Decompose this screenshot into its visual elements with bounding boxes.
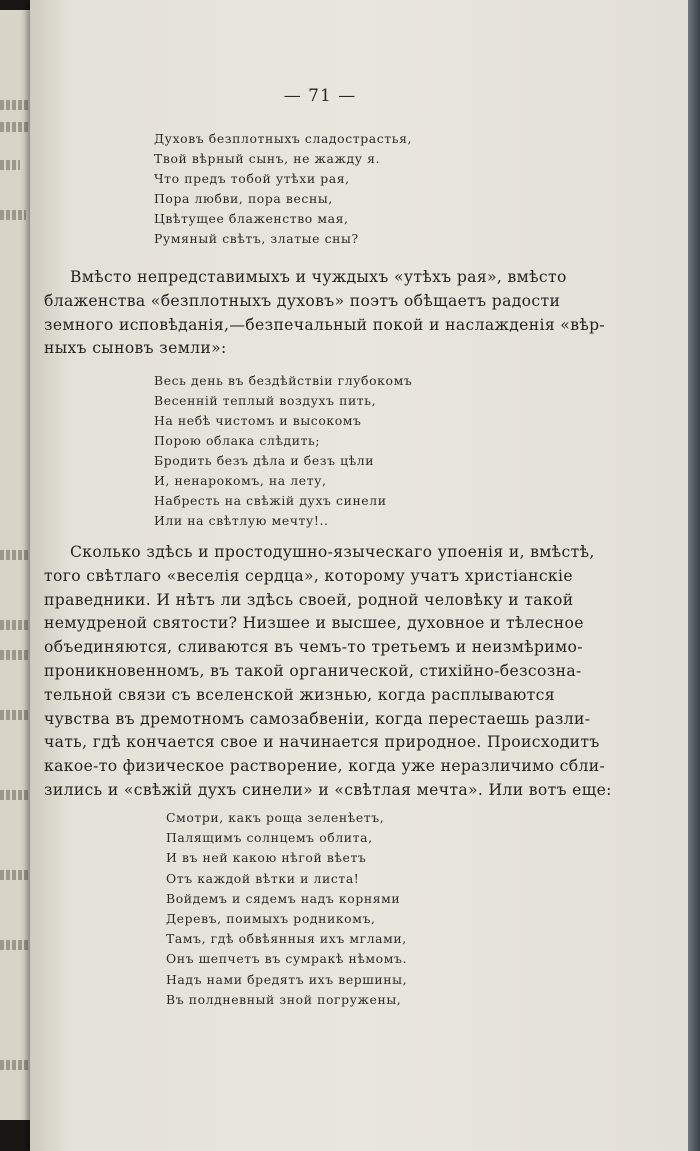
verse-line: Смотри, какъ роща зеленѣетъ, <box>166 810 385 825</box>
verse-line: Румяный свѣтъ, златые сны? <box>154 231 359 246</box>
left-page-text-fragment <box>0 790 34 800</box>
verse-line: Деревъ, поимыхъ родникомъ, <box>166 910 376 926</box>
text-line: чать, гдѣ кончается свое и начинается природное. Происходитъ <box>44 733 600 752</box>
verse-line: Онъ шепчетъ въ сумракѣ нѣмомъ. <box>166 951 407 967</box>
verse-line: Въ полдневный зной погружены, <box>166 991 402 1007</box>
verse-line: Бродить безъ дѣла и безъ цѣли <box>154 453 375 468</box>
paragraph <box>44 541 612 803</box>
verse-block <box>154 371 412 531</box>
verse-line: Отъ каждой вѣтки и листа! <box>166 870 360 886</box>
verse-line: Или на свѣтлую мечту!.. <box>154 513 329 528</box>
text-line: земного исповѣданія,—безпечальный покой и наслажденія «вѣр- <box>44 315 606 334</box>
verse-line: Пора любви, пора весны, <box>154 191 333 206</box>
text-line: объединяются, сливаются въ чемъ-то третьемъ и неизмѣримо- <box>44 638 583 657</box>
text-line: праведники. И нѣтъ ли здѣсь своей, родной человѣку и такой <box>44 590 574 609</box>
verse-line: Войдемъ и сядемъ надъ корнями <box>166 890 401 906</box>
text-line: блаженства «безплотныхъ духовъ» поэтъ обѣщаетъ радости <box>44 291 561 310</box>
verse-line: Надъ нами бредятъ ихъ вершины, <box>166 971 408 987</box>
text-line: чувства въ дремотномъ самозабвеніи, когда перестаешь разли- <box>44 709 591 728</box>
left-page-text-fragment <box>0 650 28 660</box>
book-cover-edge <box>688 0 700 1151</box>
text-line: ныхъ сыновъ земли»: <box>44 339 227 358</box>
text-line: какое-то физическое растворение, когда уже неразличимо сбли- <box>44 757 606 776</box>
text-line: того свѣтлаго «веселія сердца», которому учатъ христіанскіе <box>44 566 573 585</box>
verse-line: На небѣ чистомъ и высокомъ <box>154 413 362 428</box>
verse-line: Весенній теплый воздухъ пить, <box>154 393 377 408</box>
verse-line: И, ненарокомъ, на лету, <box>154 473 327 488</box>
verse-line: Набресть на свѣжій духъ синели <box>154 493 387 508</box>
text-line: немудреной святости? Низшее и высшее, духовное и тѣлесное <box>44 614 584 633</box>
verse-line: Цвѣтущее блаженство мая, <box>154 211 349 226</box>
left-page-text-fragment <box>0 100 30 110</box>
verse-line: И въ ней какою нѣгой вѣетъ <box>166 850 367 866</box>
left-page-text-fragment <box>0 940 30 950</box>
verse-line: Духовъ безплотныхъ сладострастья, <box>154 131 413 146</box>
paragraph <box>44 266 604 361</box>
left-page-text-fragment <box>0 210 26 220</box>
verse-line: Тамъ, гдѣ обвѣянныя ихъ мглами, <box>166 931 407 947</box>
verse-line: Что предъ тобой утѣхи рая, <box>154 171 350 186</box>
verse-line: Палящимъ солнцемъ облита, <box>166 830 373 846</box>
verse-line: Твой вѣрный сынъ, не жажду я. <box>154 151 381 166</box>
book-page <box>30 0 688 1151</box>
text-line: проникновенномъ, въ такой органической, стихійно-безсозна- <box>44 661 582 680</box>
text-line: тельной связи съ вселенской жизнью, когда расплываются <box>44 685 555 704</box>
text-line: Сколько здѣсь и простодушно-языческаго упоенія и, вмѣстѣ, <box>70 543 595 561</box>
verse-block <box>166 808 407 1010</box>
verse-line: Порою облака слѣдить; <box>154 433 321 448</box>
verse-line: Весь день въ бездѣйствіи глубокомъ <box>154 373 413 388</box>
left-page-text-fragment <box>0 160 20 170</box>
page-number: — 71 — <box>283 86 357 106</box>
verse-block <box>154 129 412 249</box>
text-line: Вмѣсто непредставимыхъ и чуждыхъ «утѣхъ рая», вмѣсто <box>70 268 567 286</box>
text-line: зились и «свѣжій духъ синели» и «свѣтлая мечта». Или вотъ еще: <box>44 780 612 799</box>
